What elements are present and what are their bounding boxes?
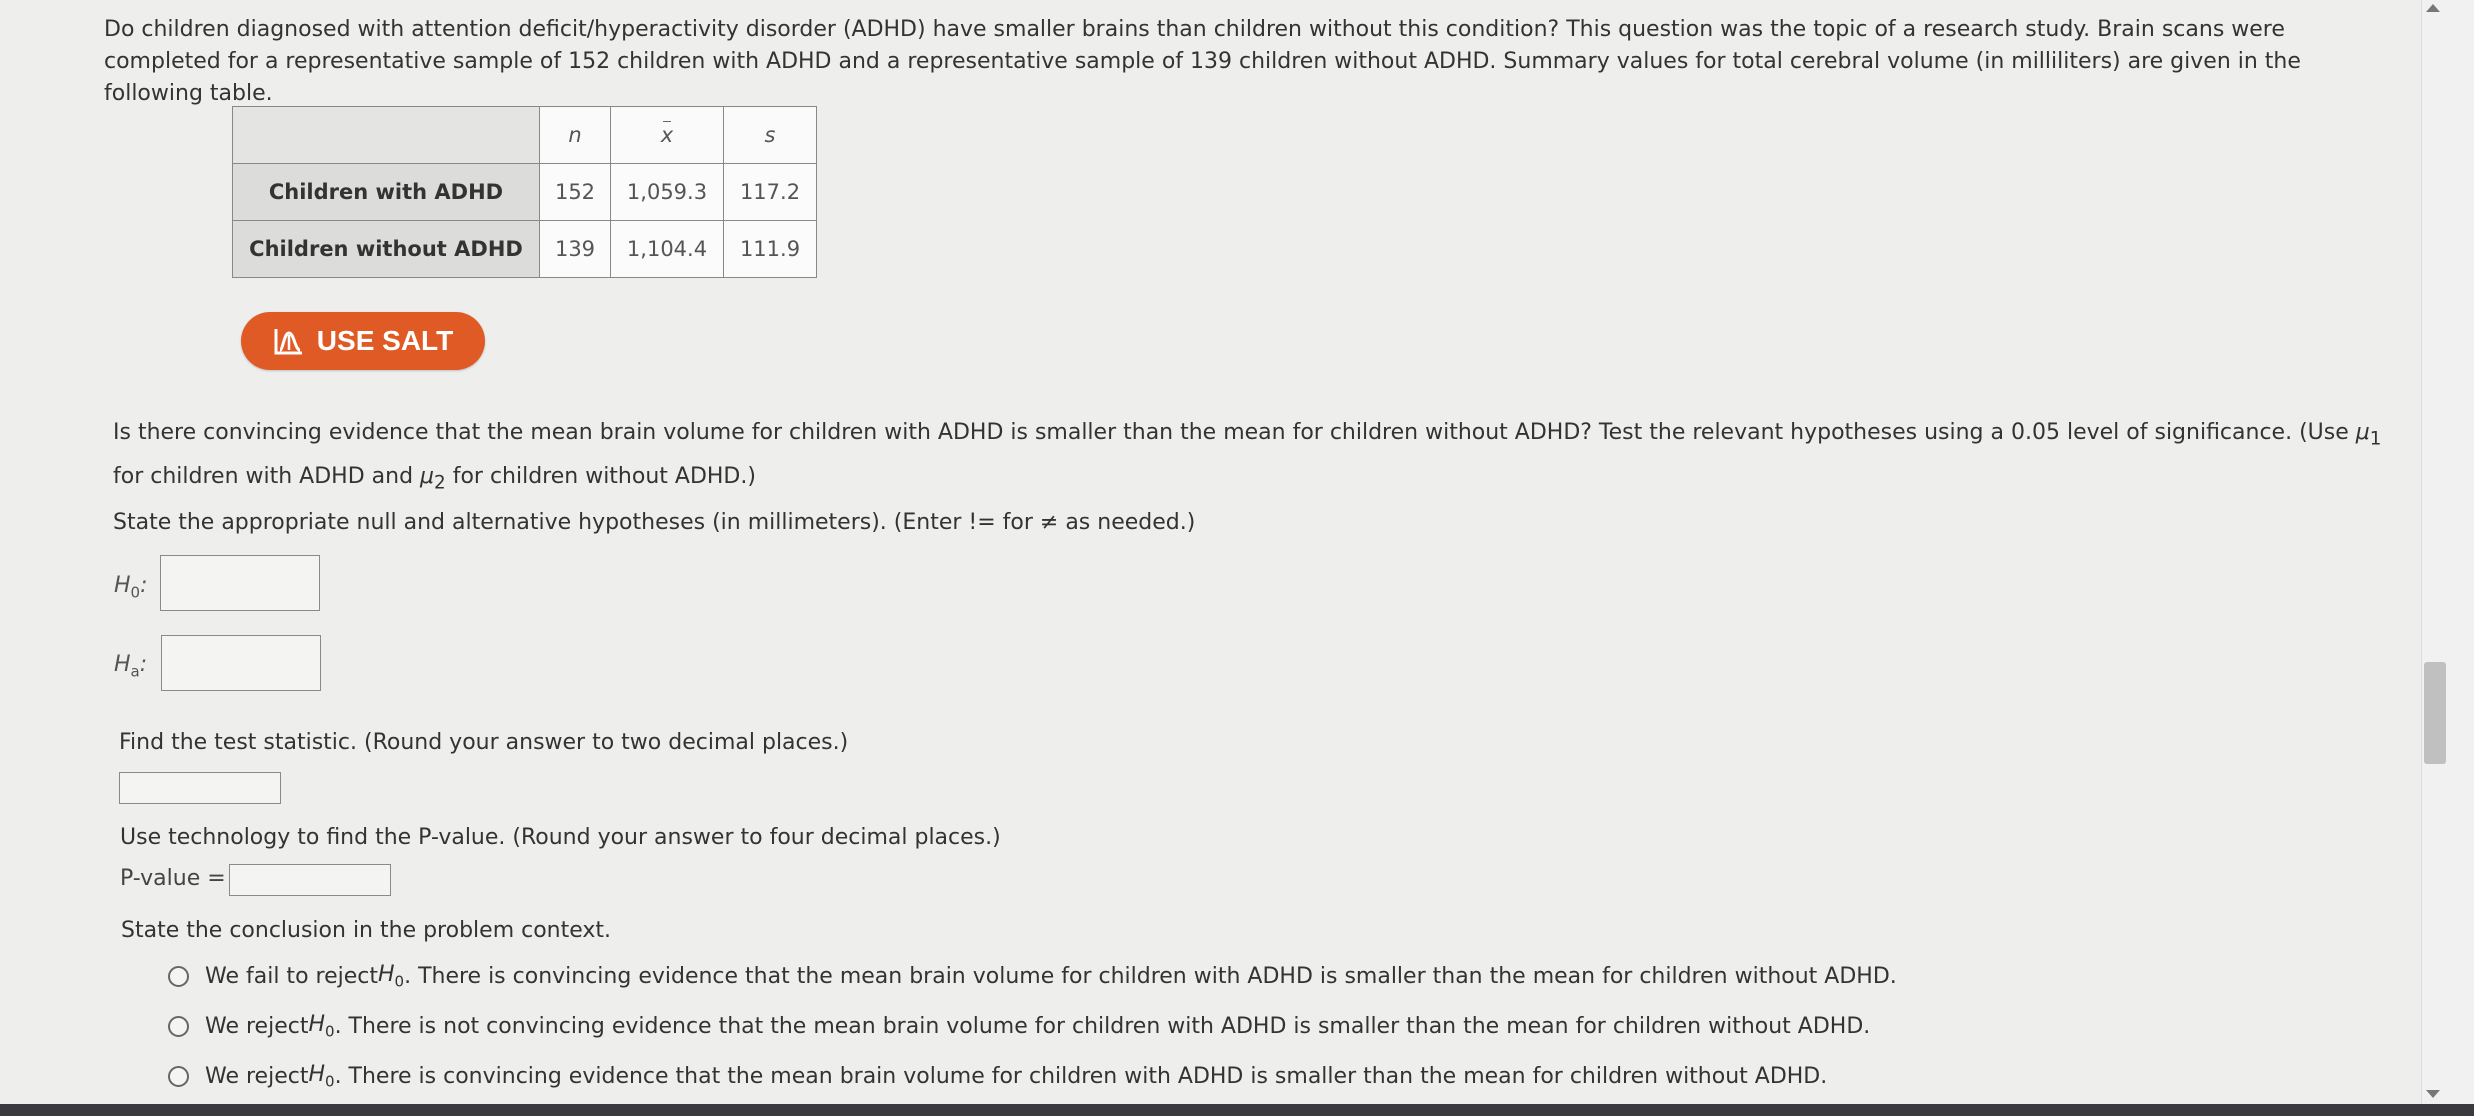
ha-label — [114, 652, 147, 680]
option-text: We reject — [205, 1013, 309, 1039]
mu-subscript: 1 — [2369, 428, 2382, 450]
problem-intro: Do children diagnosed with attention deficit/hyperactivity disorder (ADHD) have smaller brains than children without this condition? This question was the topic of a research study. Brain scans were completed for a representative sample of 152 children with ADHD and a representative sample of 139 children without ADHD. Summary values for total cerebral volume (in milliliters) are given in the following table. — [104, 17, 2301, 106]
option-text: . There is not convincing evidence that the mean brain volume for children with ADHD is smaller than the mean for children without ADHD. — [334, 1013, 1871, 1039]
h-subscript: 0 — [394, 972, 405, 991]
h-letter: H — [114, 573, 131, 598]
table-corner-cell — [233, 107, 540, 164]
h0-symbol — [308, 1062, 334, 1090]
scrollbar-thumb[interactable] — [2424, 662, 2446, 764]
cell-xbar: 1,059.3 — [611, 164, 724, 221]
h-subscript: 0 — [130, 583, 141, 602]
test-statistic-prompt: Find the test statistic. (Round your answer to two decimal places.) — [119, 730, 849, 755]
scroll-down-icon[interactable] — [2426, 1090, 2440, 1098]
h-letter: H — [377, 962, 395, 987]
cell-s: 111.9 — [724, 221, 817, 278]
header-xbar — [611, 107, 724, 164]
use-salt-label: USE SALT — [316, 325, 454, 356]
h-letter: H — [308, 1012, 326, 1037]
radio-button[interactable] — [168, 966, 189, 987]
mu-symbol: μ — [2355, 420, 2370, 445]
option-text: . There is convincing evidence that the mean brain volume for children with ADHD is smaller than the mean for children without ADHD. — [404, 963, 1897, 989]
question-part: for children with ADHD and — [113, 464, 421, 490]
summary-table — [232, 106, 817, 278]
table-row — [233, 221, 817, 278]
chart-curve-icon — [273, 326, 305, 356]
cell-xbar: 1,104.4 — [611, 221, 724, 278]
ha-input[interactable] — [161, 635, 321, 691]
cell-s: 117.2 — [724, 164, 817, 221]
option-text: We reject — [205, 1063, 309, 1089]
hypotheses-prompt: State the appropriate null and alternative hypotheses (in millimeters). (Enter != for ≠ as needed.) — [113, 510, 1196, 535]
row-label: Children without ADHD — [233, 221, 540, 278]
cell-n: 152 — [540, 164, 611, 221]
radio-button[interactable] — [168, 1016, 189, 1037]
pvalue-input[interactable] — [229, 864, 391, 896]
bottom-bar — [0, 1104, 2474, 1116]
row-label: Children with ADHD — [233, 164, 540, 221]
h-colon: : — [139, 652, 148, 677]
xbar-symbol: x — [660, 123, 674, 147]
option-text: . There is convincing evidence that the mean brain volume for children with ADHD is smaller than the mean for children without ADHD. — [334, 1063, 1828, 1089]
h0-symbol — [378, 962, 404, 990]
scroll-up-icon[interactable] — [2426, 4, 2440, 12]
table-row — [233, 164, 817, 221]
h-subscript: 0 — [325, 1072, 335, 1091]
question-text — [113, 414, 2413, 503]
h0-input[interactable] — [160, 555, 320, 611]
h-subscript: 0 — [325, 1022, 335, 1041]
pvalue-label: P-value = — [120, 866, 226, 891]
h0-label — [114, 573, 148, 601]
conclusion-option-2[interactable] — [168, 1012, 1870, 1040]
question-part: Is there convincing evidence that the mean brain volume for children with ADHD is smaller than the mean for children without ADHD? Test the relevant hypotheses using a 0.05 level of significance. (Use — [113, 420, 2356, 445]
h-letter: H — [308, 1062, 326, 1087]
option-text: We fail to reject — [205, 963, 378, 989]
mu-subscript: 2 — [434, 472, 446, 494]
h-letter: H — [114, 652, 131, 677]
test-statistic-input[interactable] — [119, 772, 281, 804]
cell-n: 139 — [540, 221, 611, 278]
vertical-scrollbar[interactable] — [2421, 0, 2474, 1104]
mu-symbol: μ — [420, 464, 435, 490]
header-n: n — [540, 107, 611, 164]
question-part: for children without ADHD.) — [445, 464, 756, 490]
h0-symbol — [308, 1012, 334, 1040]
h-subscript: a — [130, 662, 140, 681]
conclusion-option-1[interactable] — [168, 962, 1897, 990]
h-colon: : — [140, 573, 148, 598]
pvalue-prompt: Use technology to find the P-value. (Round your answer to four decimal places.) — [120, 825, 1001, 850]
conclusion-option-3[interactable] — [168, 1062, 1827, 1090]
conclusion-prompt: State the conclusion in the problem context. — [121, 918, 612, 943]
header-s: s — [724, 107, 817, 164]
table-header-row — [233, 107, 817, 164]
use-salt-button[interactable] — [241, 312, 485, 370]
radio-button[interactable] — [168, 1066, 189, 1087]
